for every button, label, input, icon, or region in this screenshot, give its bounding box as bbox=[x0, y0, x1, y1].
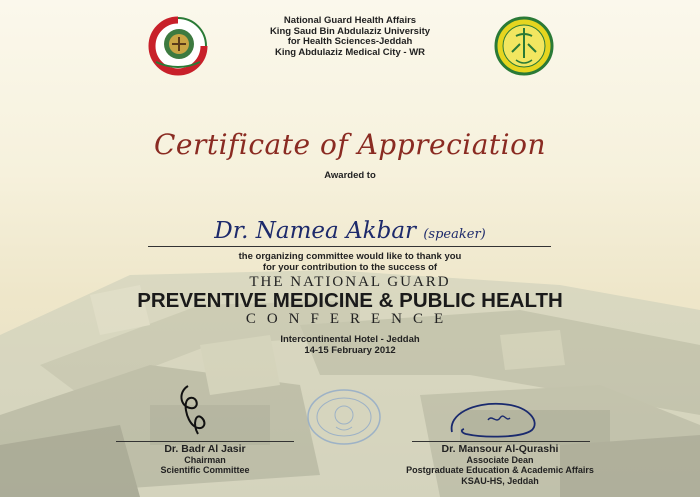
signature-line-right bbox=[412, 441, 590, 442]
recipient-name: Dr. Namea Akbar bbox=[214, 218, 417, 244]
signatory-title: Scientific Committee bbox=[160, 465, 250, 475]
header-line: National Guard Health Affairs bbox=[283, 15, 417, 26]
header-line: King Abdulaziz Medical City - WR bbox=[274, 46, 426, 58]
signatory-title: KSAU-HS, Jeddah bbox=[461, 475, 539, 486]
conference-line-2: PREVENTIVE MEDICINE & PUBLIC HEALTH bbox=[137, 289, 563, 312]
signatory-name: Dr. Badr Al Jasir bbox=[164, 443, 246, 455]
university-stamp-icon bbox=[304, 387, 384, 447]
institution-header bbox=[200, 16, 500, 58]
recipient bbox=[0, 218, 700, 244]
thanks-text bbox=[0, 252, 700, 273]
signatory-right bbox=[380, 444, 620, 486]
awarded-to-label: Awarded to bbox=[324, 170, 376, 181]
venue bbox=[0, 334, 700, 356]
conference-line-1: THE NATIONAL GUARD bbox=[249, 274, 451, 290]
recipient-role: (speaker) bbox=[423, 227, 486, 242]
signature-line-left bbox=[116, 441, 294, 442]
signatory-title: Postgraduate Education & Academic Affairs bbox=[406, 465, 594, 475]
venue-dates: 14-15 February 2012 bbox=[304, 345, 396, 356]
conference-line-3: CONFERENCE bbox=[245, 311, 455, 327]
thanks-line: the organizing committee would like to thank you bbox=[238, 251, 462, 262]
header-line: King Saud Bin Abdulaziz University bbox=[269, 25, 431, 37]
signature-right-icon bbox=[444, 396, 544, 442]
signature-left-icon bbox=[168, 380, 228, 440]
ksau-hs-emblem-icon bbox=[494, 16, 554, 76]
thanks-line: for your contribution to the success of bbox=[262, 261, 438, 273]
national-guard-emblem-icon bbox=[148, 16, 208, 76]
signatory-title: Associate Dean bbox=[466, 454, 534, 465]
signatory-name: Dr. Mansour Al-Qurashi bbox=[441, 443, 559, 455]
certificate-title: Certificate of Appreciation bbox=[153, 128, 547, 161]
header-line: for Health Sciences-Jeddah bbox=[287, 36, 413, 47]
signatory-left bbox=[110, 444, 300, 476]
signatory-title: Chairman bbox=[184, 454, 226, 465]
recipient-underline bbox=[148, 246, 551, 247]
venue-place: Intercontinental Hotel - Jeddah bbox=[280, 334, 420, 345]
